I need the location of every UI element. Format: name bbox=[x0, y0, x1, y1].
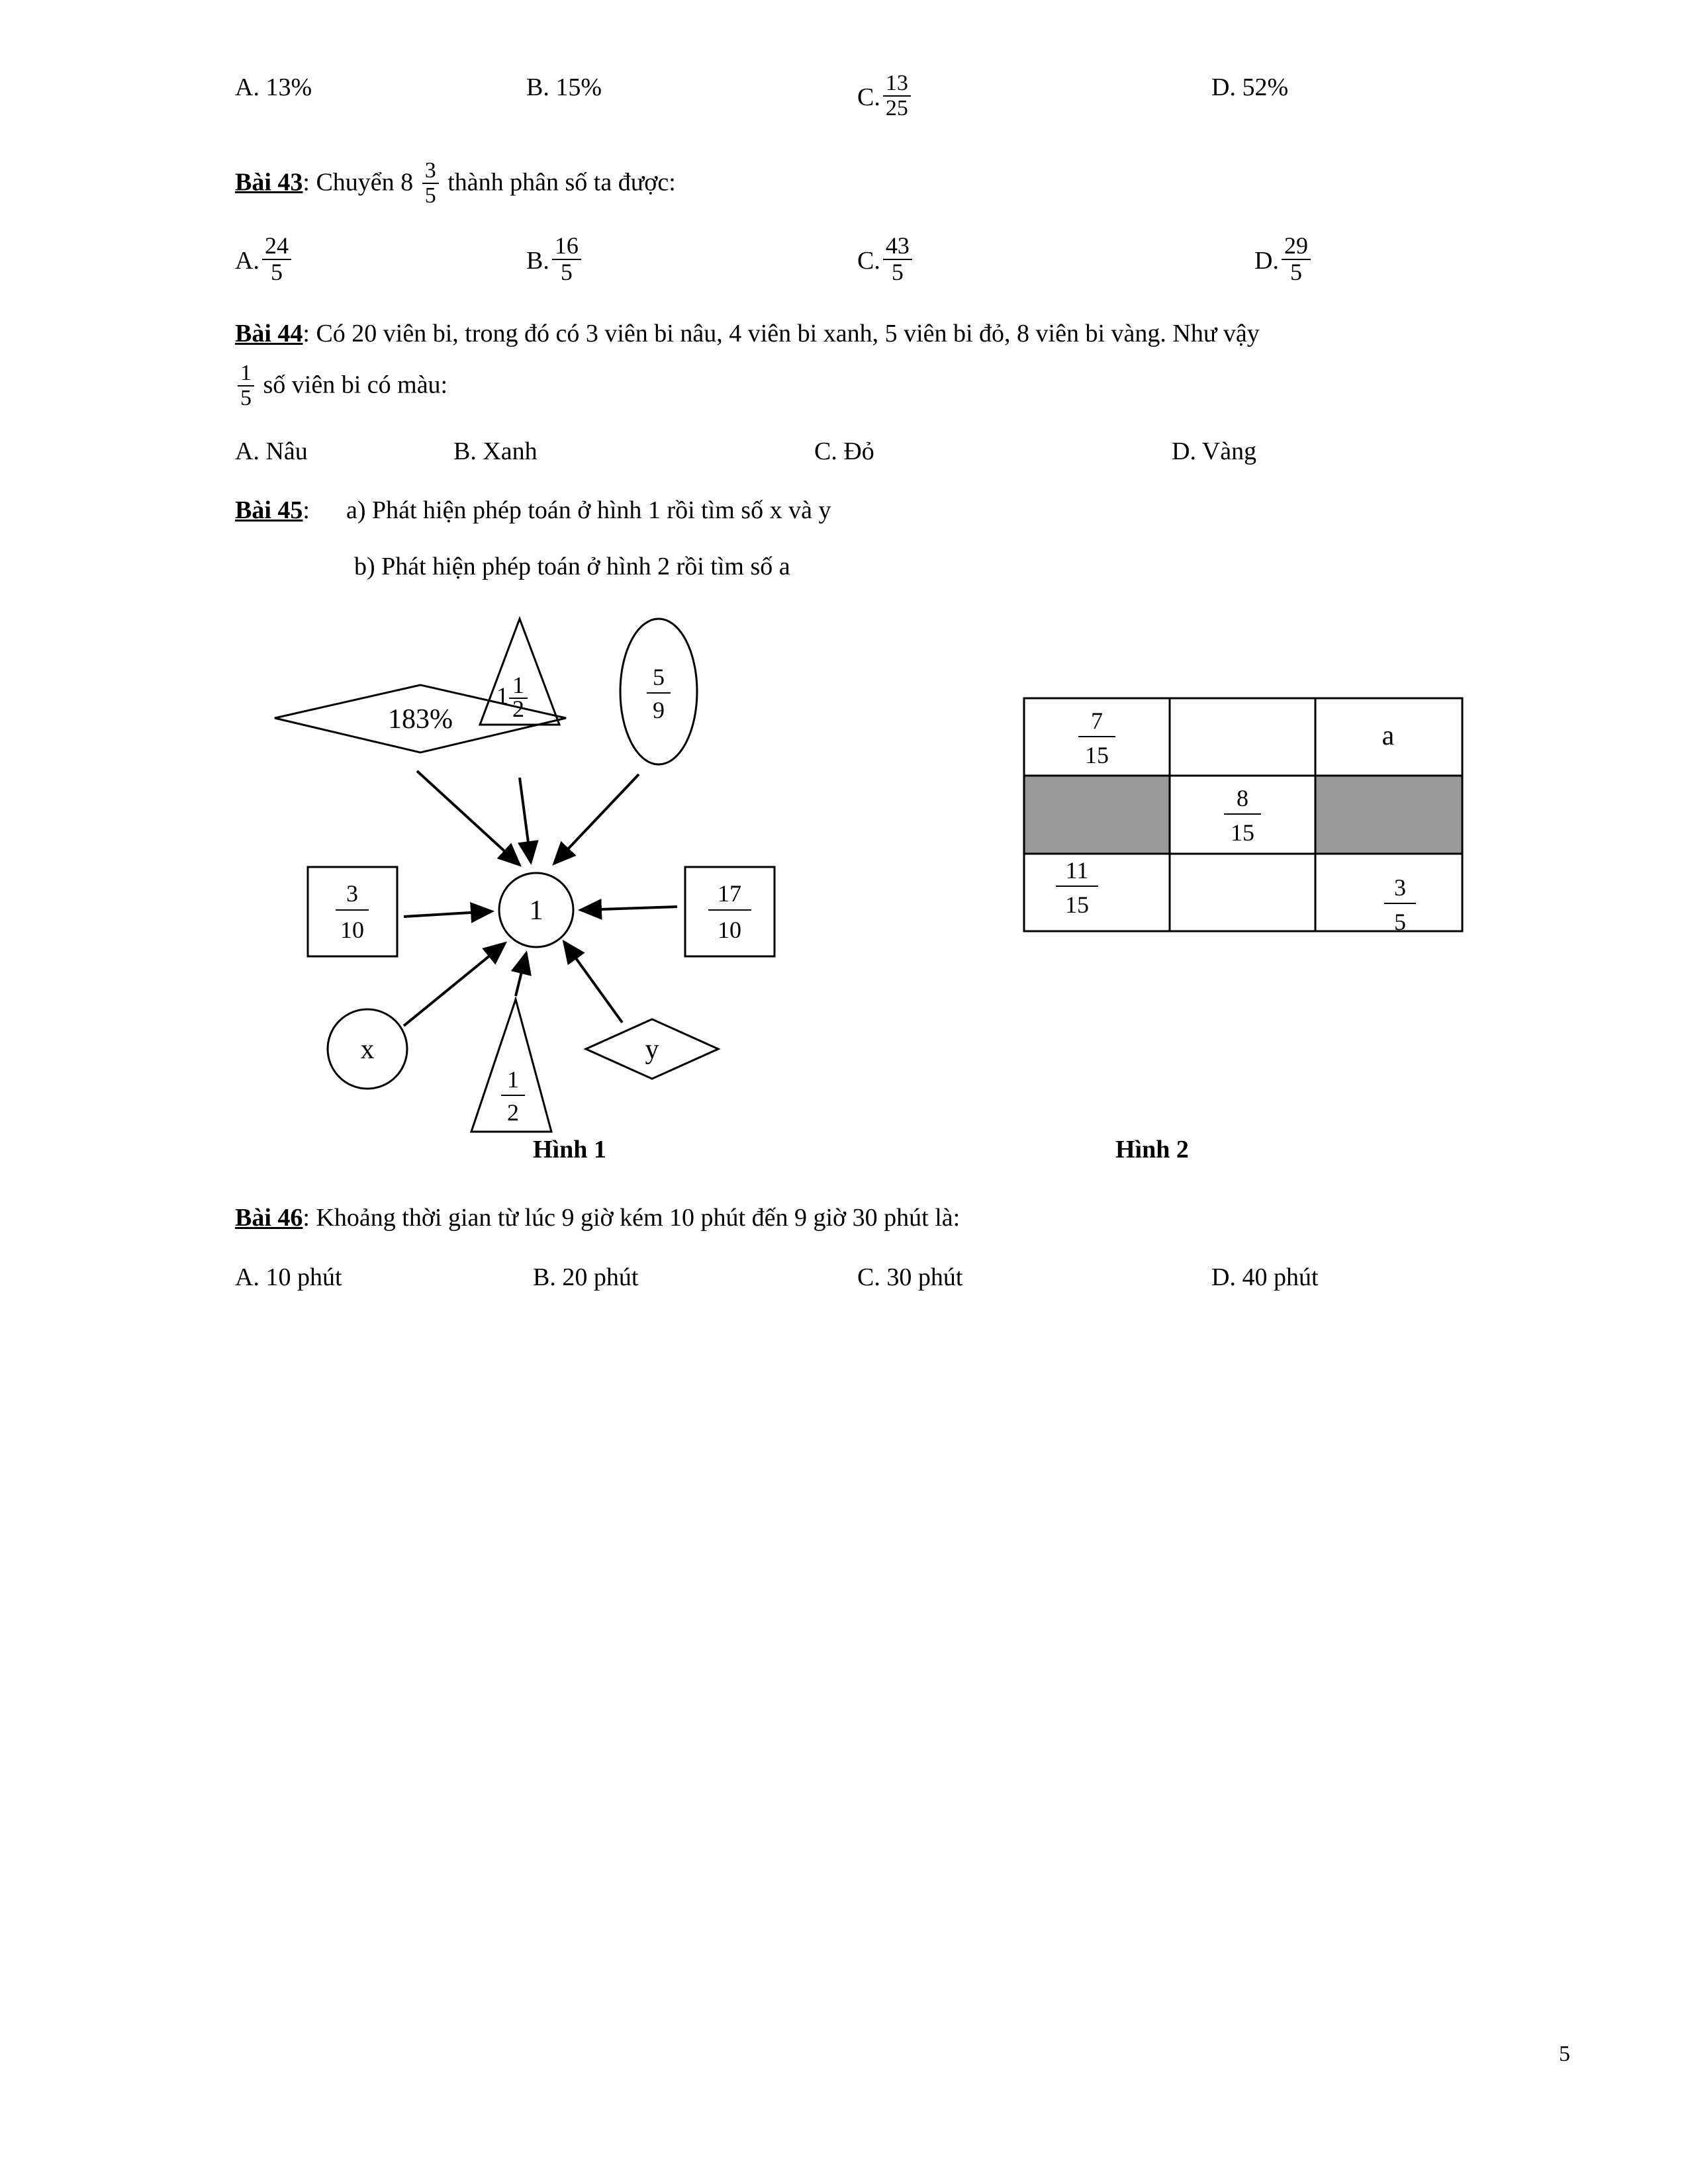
q43-label: Bài 43 bbox=[235, 168, 303, 197]
page-number: 5 bbox=[1559, 2042, 1570, 2066]
fraction-numerator: 29 bbox=[1284, 232, 1308, 259]
q45-colon: : bbox=[303, 496, 310, 524]
table-r2c2-numerator: 8 bbox=[1237, 785, 1248, 812]
q46-option-a-label: A. 10 phút bbox=[235, 1263, 342, 1292]
fraction-numerator: 16 bbox=[554, 232, 579, 259]
q45-line-b-wrap bbox=[235, 547, 1486, 586]
q44-fraction bbox=[238, 361, 254, 410]
q44-label: Bài 44 bbox=[235, 320, 303, 348]
question-44 bbox=[235, 314, 1486, 411]
fraction-numerator: 24 bbox=[264, 232, 289, 259]
q44-answer-row bbox=[235, 437, 1486, 491]
square-left-numerator: 3 bbox=[346, 880, 358, 907]
q43-option-d-prefix: D. bbox=[1254, 247, 1279, 275]
q43-mixed-fraction bbox=[422, 159, 439, 207]
triangle-top-denominator: 2 bbox=[512, 696, 524, 723]
figure1-caption: Hình 1 bbox=[533, 1136, 606, 1164]
fraction-numerator: 43 bbox=[885, 232, 910, 259]
q43-option-d-fraction bbox=[1282, 234, 1311, 285]
question-43 bbox=[235, 160, 1486, 208]
arrow-from-square-left bbox=[404, 911, 492, 917]
q43-option-c-prefix: C. bbox=[857, 247, 880, 275]
arrow-from-ellipse bbox=[554, 774, 639, 864]
arrow-from-triangle-top bbox=[520, 778, 531, 862]
q46-option-b-label: B. 20 phút bbox=[533, 1263, 639, 1292]
page-content bbox=[235, 73, 1486, 1320]
table-r3c1-numerator: 11 bbox=[1065, 857, 1089, 884]
q43-answer-row bbox=[235, 232, 1486, 308]
arrow-from-circle-x bbox=[404, 943, 505, 1026]
square-left-denominator: 10 bbox=[340, 917, 364, 944]
table-r3c1-denominator: 15 bbox=[1065, 891, 1089, 919]
q46-option-b bbox=[533, 1263, 638, 1292]
q43-text-before: : Chuyển 8 bbox=[303, 168, 414, 197]
q44-option-c bbox=[814, 437, 874, 466]
q44-text2: số viên bi có màu: bbox=[263, 371, 448, 399]
fraction-numerator: 3 bbox=[424, 158, 436, 183]
q44-option-b-label: B. Xanh bbox=[453, 437, 538, 465]
figures-area bbox=[235, 612, 1486, 1135]
q46-option-a bbox=[235, 1263, 342, 1292]
q42-option-b-label: B. 15% bbox=[526, 73, 602, 101]
arrow-from-diamond-y bbox=[564, 942, 622, 1023]
arrow-from-triangle-bottom bbox=[516, 953, 526, 996]
q42-option-d bbox=[1211, 73, 1288, 102]
q42-option-c-fraction bbox=[883, 71, 911, 120]
diamond-y-label: y bbox=[645, 1034, 659, 1066]
q43-option-c bbox=[857, 232, 915, 287]
q43-option-c-fraction bbox=[883, 234, 912, 285]
q42-option-a-label: A. 13% bbox=[235, 73, 312, 101]
table-r3c3-numerator: 3 bbox=[1394, 874, 1406, 901]
circle-x-label: x bbox=[360, 1034, 375, 1066]
q45-label: Bài 45 bbox=[235, 496, 303, 524]
triangle-bottom-numerator: 1 bbox=[507, 1066, 519, 1093]
fraction-numerator: 13 bbox=[885, 71, 908, 95]
q46-option-d bbox=[1211, 1263, 1319, 1292]
q44-option-d-label: D. Vàng bbox=[1172, 437, 1257, 465]
table-r1c1-denominator: 15 bbox=[1085, 742, 1109, 769]
question-45 bbox=[235, 491, 1486, 586]
q43-stem bbox=[235, 160, 1486, 208]
fraction-denominator: 5 bbox=[238, 385, 254, 410]
q44-option-d bbox=[1172, 437, 1256, 466]
q46-option-c-label: C. 30 phút bbox=[857, 1263, 963, 1292]
q44-option-b bbox=[453, 437, 538, 466]
figure-captions bbox=[235, 1135, 1486, 1175]
fraction-denominator: 5 bbox=[883, 259, 912, 285]
q43-option-a-fraction bbox=[262, 234, 291, 285]
q44-text: : Có 20 viên bi, trong đó có 3 viên bi nâu, 4 viên bi xanh, 5 viên bi đỏ, 8 viên bi vàng. Như vậy bbox=[303, 320, 1260, 348]
fraction-denominator: 5 bbox=[552, 259, 581, 285]
q43-text-after: thành phân số ta được: bbox=[447, 168, 676, 197]
fraction-denominator: 5 bbox=[1282, 259, 1311, 285]
q45-stem bbox=[235, 491, 1486, 530]
q46-option-d-label: D. 40 phút bbox=[1211, 1263, 1319, 1292]
q46-stem bbox=[235, 1199, 1486, 1238]
triangle-bottom-denominator: 2 bbox=[507, 1099, 519, 1126]
q44-option-a bbox=[235, 437, 308, 466]
q46-option-c bbox=[857, 1263, 962, 1292]
figure2-caption: Hình 2 bbox=[1115, 1136, 1189, 1164]
q42-option-c-prefix: C. bbox=[857, 83, 880, 111]
q46-label: Bài 46 bbox=[235, 1204, 303, 1232]
q43-option-a-prefix: A. bbox=[235, 247, 259, 275]
q43-option-b-prefix: B. bbox=[526, 247, 549, 275]
fraction-numerator: 1 bbox=[240, 361, 252, 386]
arrow-from-diamond-183 bbox=[417, 771, 520, 865]
square-right-denominator: 10 bbox=[718, 917, 741, 944]
table-r1c1-numerator: 7 bbox=[1091, 707, 1103, 735]
q42-option-d-label: D. 52% bbox=[1211, 73, 1289, 101]
q44-option-c-label: C. Đỏ bbox=[814, 437, 874, 465]
q42-answer-row bbox=[235, 73, 1486, 130]
q43-option-b-fraction bbox=[552, 234, 581, 285]
ellipse-top-shape bbox=[620, 619, 697, 764]
q45-line-a: a) Phát hiện phép toán ở hình 1 rồi tìm số x và y bbox=[346, 496, 831, 524]
q42-option-c bbox=[857, 73, 914, 121]
fraction-denominator: 5 bbox=[422, 183, 439, 208]
fraction-denominator: 25 bbox=[883, 95, 911, 120]
q42-option-a bbox=[235, 73, 312, 102]
table-r3c3-denominator: 5 bbox=[1394, 909, 1406, 936]
center-circle-label: 1 bbox=[529, 895, 543, 927]
q43-option-b bbox=[526, 232, 584, 287]
table-cell-shaded-left bbox=[1024, 776, 1170, 854]
q46-answer-row bbox=[235, 1263, 1486, 1320]
diamond-183-label: 183% bbox=[388, 704, 453, 735]
triangle-top-numerator: 1 bbox=[512, 672, 524, 699]
q44-option-a-label: A. Nâu bbox=[235, 437, 308, 465]
ellipse-top-denominator: 9 bbox=[653, 697, 665, 724]
q45-line-b: b) Phát hiện phép toán ở hình 2 rồi tìm số a bbox=[354, 552, 790, 580]
arrow-from-square-right bbox=[581, 907, 677, 910]
ellipse-top-numerator: 5 bbox=[653, 664, 665, 691]
q44-stem bbox=[235, 314, 1486, 353]
q43-option-a bbox=[235, 232, 294, 287]
triangle-top-whole: 1 bbox=[496, 682, 508, 709]
q43-option-d bbox=[1254, 232, 1313, 287]
question-46 bbox=[235, 1199, 1486, 1238]
table-cell-shaded-right bbox=[1315, 776, 1462, 854]
q42-option-b bbox=[526, 73, 602, 102]
table-r1c3-label: a bbox=[1382, 721, 1395, 752]
q46-text: : Khoảng thời gian từ lúc 9 giờ kém 10 phút đến 9 giờ 30 phút là: bbox=[303, 1204, 961, 1232]
table-r2c2-denominator: 15 bbox=[1231, 819, 1254, 846]
square-right-numerator: 17 bbox=[718, 880, 741, 907]
q44-stem-line2 bbox=[235, 363, 1486, 411]
fraction-denominator: 5 bbox=[262, 259, 291, 285]
figure-diagram bbox=[235, 612, 1486, 1135]
